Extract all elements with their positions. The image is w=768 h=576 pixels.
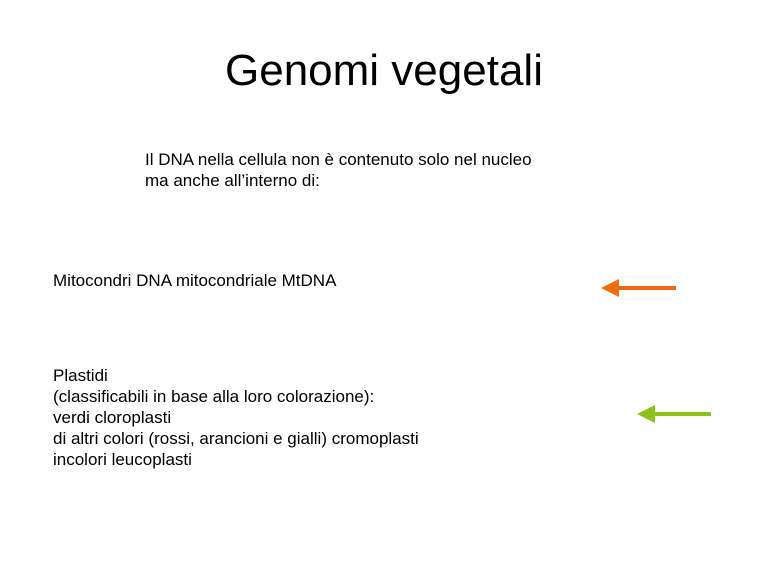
intro-text [145,149,532,191]
mitocondri-text: Mitocondri DNA mitocondriale MtDNA [53,271,337,290]
plastidi-line-4: di altri colori (rossi, arancioni e gialli) cromoplasti [53,429,419,448]
slide-title: Genomi vegetali [225,46,543,95]
intro-line-1: Il DNA nella cellula non è contenuto solo nel nucleo [145,150,532,169]
plastidi-line-2: (classificabili in base alla loro colorazione): [53,387,375,406]
intro-line-2: ma anche all’interno di: [145,171,320,190]
plastidi-text [53,365,419,470]
plastidi-line-1: Plastidi [53,366,108,385]
plastidi-line-5: incolori leucoplasti [53,450,192,469]
arrow-left-icon [637,403,712,425]
arrow-left-icon [601,277,677,299]
plastidi-line-3: verdi cloroplasti [53,408,172,427]
